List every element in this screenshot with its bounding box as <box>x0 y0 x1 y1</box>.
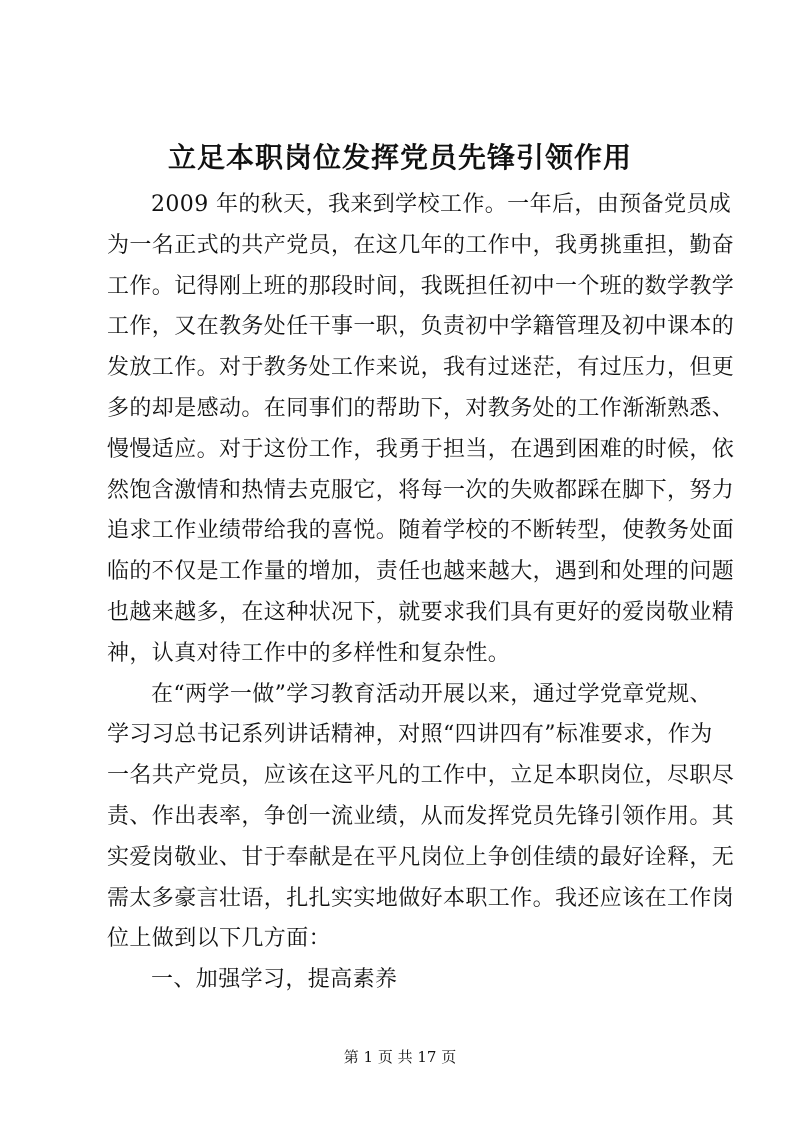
paragraph-1-line-7: 慢慢适应。对于这份工作，我勇于担当，在遇到困难的时候，依 <box>107 436 735 462</box>
paragraph-2-line-2: 学习习总书记系列讲话精神，对照“四讲四有”标准要求，作为 <box>107 722 713 748</box>
paragraph-1-line-8: 然饱含激情和热情去克服它，将每一次的失败都踩在脚下，努力 <box>107 477 735 503</box>
paragraph-1-line-3: 工作。记得刚上班的那段时间，我既担任初中一个班的数学教学 <box>107 273 735 299</box>
paragraph-1-line-4: 工作，又在教务处任干事一职，负责初中学籍管理及初中课本的 <box>107 314 735 340</box>
paragraph-2-line-1: 在“两学一做”学习教育活动开展以来，通过学党章党规、 <box>151 681 712 707</box>
paragraph-2-line-6: 需太多豪言壮语，扎扎实实地做好本职工作。我还应该在工作岗 <box>107 885 735 911</box>
paragraph-2-line-4: 责、作出表率，争创一流业绩，从而发挥党员先锋引领作用。其 <box>107 803 735 829</box>
paragraph-1-line-1: 2009 年的秋天，我来到学校工作。一年后，由预备党员成 <box>151 192 732 217</box>
paragraph-1-line-2: 为一名正式的共产党员，在这几年的工作中，我勇挑重担，勤奋 <box>107 232 735 258</box>
document-body <box>107 185 735 1001</box>
page-footer: 第 1 页 共 17 页 <box>343 1048 457 1066</box>
paragraph-2-line-3: 一名共产党员，应该在这平凡的工作中，立足本职岗位，尽职尽 <box>107 763 735 789</box>
paragraph-1-line-9: 追求工作业绩带给我的喜悦。随着学校的不断转型，使教务处面 <box>107 518 735 544</box>
paragraph-1-line-11: 也越来越多，在这种状况下，就要求我们具有更好的爱岗敬业精 <box>107 599 735 625</box>
document-title: 立足本职岗位发挥党员先锋引领作用 <box>167 141 632 174</box>
paragraph-2-line-5: 实爱岗敬业、甘于奉献是在平凡岗位上争创佳绩的最好诠释，无 <box>107 844 735 870</box>
paragraph-1-line-10: 临的不仅是工作量的增加，责任也越来越大，遇到和处理的问题 <box>107 559 735 585</box>
paragraph-2-line-7: 位上做到以下几方面： <box>107 926 332 952</box>
paragraph-1-line-6: 多的却是感动。在同事们的帮助下，对教务处的工作渐渐熟悉、 <box>107 395 735 421</box>
paragraph-1-line-5: 发放工作。对于教务处工作来说，我有过迷茫，有过压力，但更 <box>107 355 735 381</box>
section-heading-1: 一、加强学习，提高素养 <box>151 967 398 993</box>
paragraph-1-line-12: 神，认真对待工作中的多样性和复杂性。 <box>107 640 511 666</box>
